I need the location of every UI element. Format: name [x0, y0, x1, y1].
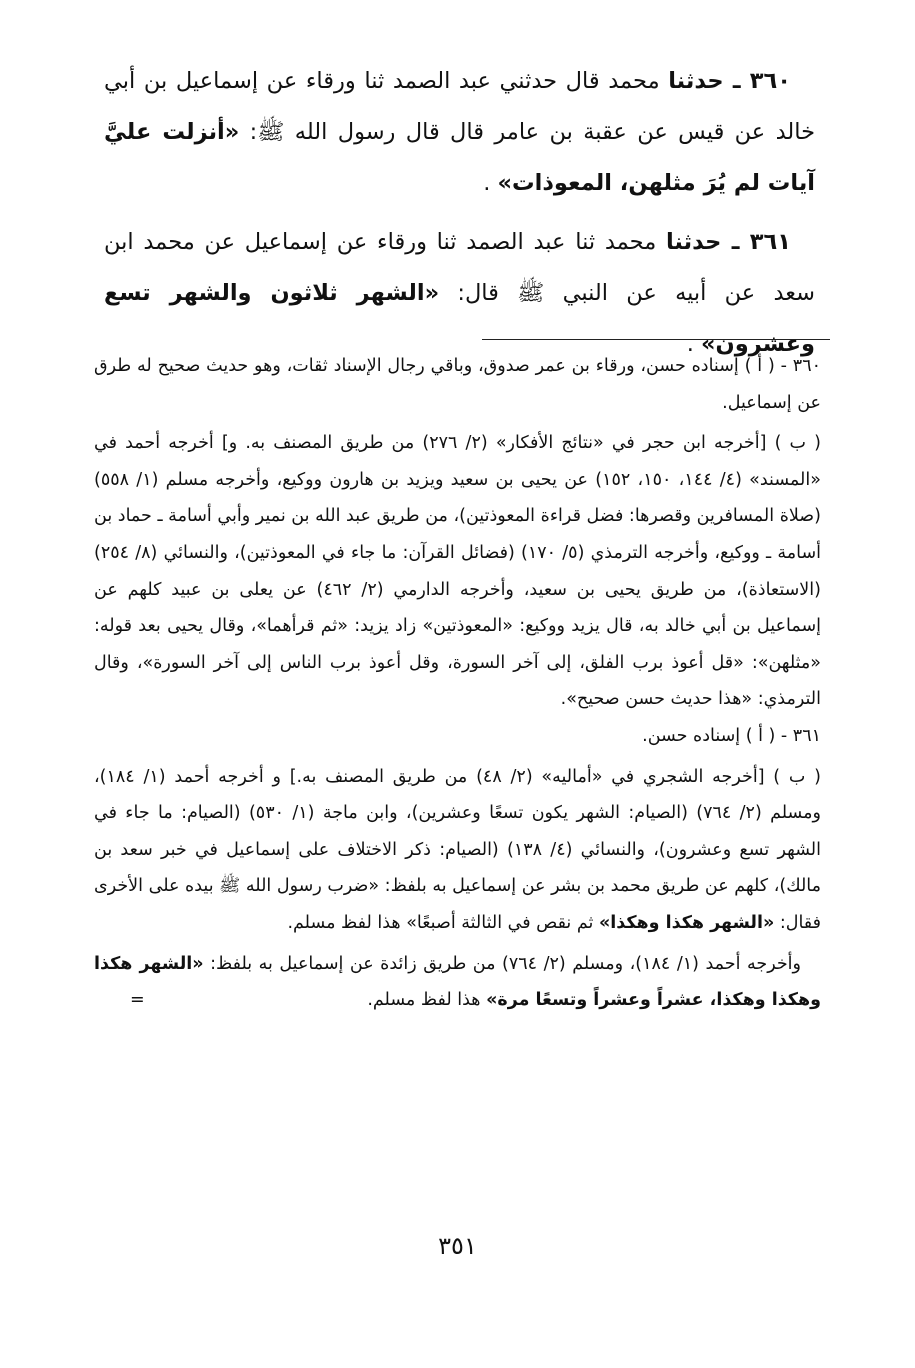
footnotes-block	[94, 348, 821, 1019]
hadith-end: .	[483, 170, 498, 196]
hadith-isnad: محمد ثنا عبد الصمد ثنا ورقاء عن إسماعيل عن محمد ابن سعد عن أبيه عن النبي ﷺ قال:	[104, 229, 815, 306]
footnote-text-end: هذا لفظ مسلم.	[367, 990, 487, 1011]
footnote-360-b: ( ب ) [أخرجه ابن حجر في «نتائج الأفكار» (٢/ ٢٧٦) من طريق المصنف به. و] أخرجه أحمد في «المسند» (٤/ ١٤٤، ١٥٠، ١٥٢) عن يحيى بن سعيد ويزيد بن هارون ووكيع، وأخرجه مسلم (١/ ٥٥٨) (صلاة المسافرين وقصرها: فضل قراءة المعوذتين)، من طريق عبد الله بن نمير وأبي أسامة ـ حماد بن أسامة ـ ووكيع، وأخرجه الترمذي (٥/ ١٧٠) (فضائل القرآن: ما جاء في المعوذتين)، والنسائي (٨/ ٢٥٤) (الاستعاذة)، من طريق يحيى بن سعيد، وأخرجه الدارمي (٢/ ٤٦٢) عن يعلى بن عبيد كلهم عن إسماعيل بن أبي خالد به، قال يزيد ووكيع: «المعوذتين» زاد يزيد: «ثم قرأهما»، وقال يحيى بعد قوله: «مثلهن»: «قل أعوذ برب الفلق، إلى آخر السورة، وقل أعوذ برب الناس إلى آخر السورة»، وقال الترمذي: «هذا حديث حسن صحيح».	[94, 433, 822, 710]
hadith-matn: «أنزلت عليَّ آيات لم يُرَ مثلهن، المعوذات»	[104, 119, 815, 196]
hadith-isnad: محمد قال حدثني عبد الصمد ثنا ورقاء عن إسماعيل بن أبي خالد عن قيس عن عقبة بن عامر قال قال رسول الله ﷺ:	[104, 68, 815, 145]
footnote-361-a: ٣٦١ - ( أ ) إسناده حسن.	[642, 725, 821, 746]
footnote-text-end: ثم نقص في الثالثة أصبعًا» هذا لفظ مسلم.	[287, 912, 599, 933]
hadith-end: .	[686, 331, 702, 357]
hadith-number: ٣٦١ ـ حدثنا	[665, 229, 791, 255]
continuation-mark: =	[130, 990, 145, 1011]
footnote-361-c	[94, 946, 821, 1019]
hadith-360	[104, 56, 815, 209]
hadith-matn: «الشهر ثلاثون والشهر تسع وعشرون»	[104, 280, 815, 357]
footnote-text: وأخرجه أحمد (١/ ١٨٤)، ومسلم (٢/ ٧٦٤) من طريق زائدة عن إسماعيل به بلفظ:	[203, 953, 801, 974]
hadith-number: ٣٦٠ ـ حدثنا	[668, 68, 791, 94]
footnote-bold-quote: «الشهر هكذا وهكذا وهكذا، عشراً وعشراً وتسعًا مرة»	[94, 953, 821, 1011]
footnote-361-b	[94, 759, 821, 942]
footnote-text: ( ب ) [أخرجه الشجري في «أماليه» (٢/ ٤٨) من طريق المصنف به.] و أخرجه أحمد (١/ ١٨٤)، ومسلم (٢/ ٧٦٤) (الصيام: الشهر يكون تسعًا وعشرين)، وابن ماجة (١/ ٥٣٠) (الصيام: ما جاء في الشهر تسع وعشرون)، والنسائي (٤/ ١٣٨) (الصيام: ذكر الاختلاف على إسماعيل في خبر سعد بن مالك)، كلهم عن طريق محمد بن بشر عن إسماعيل به بلفظ: «ضرب رسول الله ﷺ بيده على الأخرى فقال:	[94, 766, 822, 933]
footnote-separator	[482, 339, 830, 340]
footnote-bold-quote: «الشهر هكذا وهكذا»	[598, 912, 775, 933]
footnote-360-a: ٣٦٠ - ( أ ) إسناده حسن، ورقاء بن عمر صدوق، وباقي رجال الإسناد ثقات، وهو حديث صحيح له طرق عن إسماعيل.	[94, 356, 821, 413]
hadith-text-block	[104, 56, 815, 370]
page-number: ٣٥١	[438, 1232, 477, 1260]
